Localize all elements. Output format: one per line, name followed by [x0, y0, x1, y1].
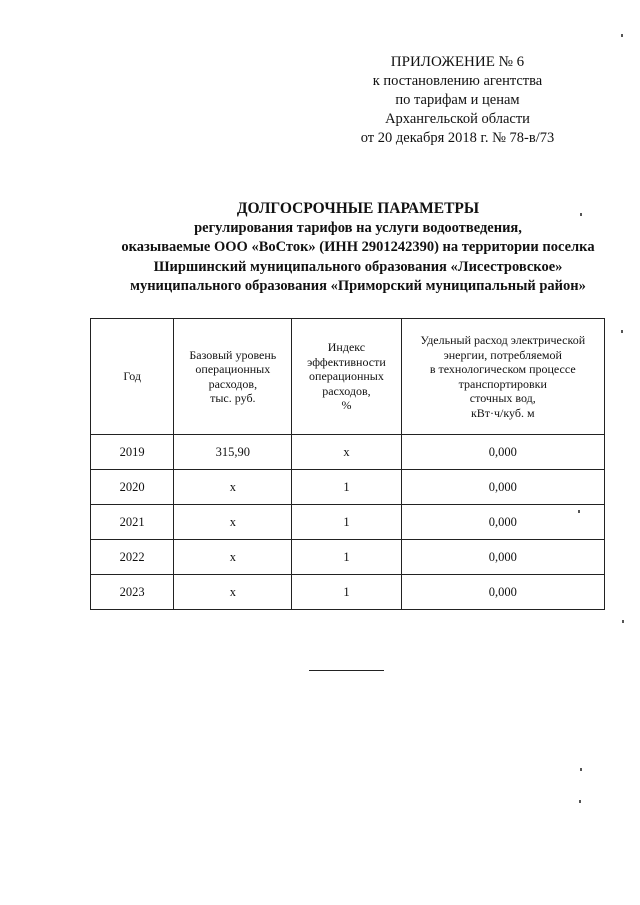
scan-speck [578, 510, 580, 513]
appendix-header [340, 53, 575, 148]
cell-efficiency-index: 1 [292, 575, 401, 610]
scan-speck [621, 330, 623, 333]
scan-speck [621, 34, 623, 37]
cell-base-level: х [174, 470, 292, 505]
table-row [91, 505, 605, 540]
title-line: муниципального образования «Приморский муниципальный район» [130, 278, 586, 294]
cell-base-level: 315,90 [174, 435, 292, 470]
closing-rule [309, 670, 384, 671]
scan-speck [579, 800, 581, 803]
appendix-title: ПРИЛОЖЕНИЕ № 6 [390, 54, 525, 70]
title-line: Ширшинский муниципального образования «Лисестровское» [153, 258, 563, 275]
cell-base-level: х [174, 575, 292, 610]
table-row [91, 470, 605, 505]
appendix-date-line: от 20 декабря 2018 г. № 78-в/73 [360, 130, 555, 146]
table-row [91, 435, 605, 470]
cell-base-level: х [174, 505, 292, 540]
cell-energy: 0,000 [401, 505, 604, 540]
cell-base-level: х [174, 540, 292, 575]
appendix-line: Архангельской области [385, 111, 530, 127]
cell-efficiency-index: х [292, 435, 401, 470]
scan-speck [622, 620, 624, 623]
header-year: Год [91, 319, 174, 435]
cell-energy: 0,000 [401, 540, 604, 575]
title-line: регулирования тарифов на услуги водоотведения, [194, 219, 522, 236]
table-row [91, 540, 605, 575]
cell-year: 2019 [91, 435, 174, 470]
cell-energy: 0,000 [401, 435, 604, 470]
appendix-line: по тарифам и ценам [395, 92, 520, 108]
cell-efficiency-index: 1 [292, 470, 401, 505]
appendix-line: к постановлению агентства [372, 73, 543, 89]
title-main: ДОЛГОСРОЧНЫЕ ПАРАМЕТРЫ [236, 200, 480, 217]
table-row [91, 575, 605, 610]
parameters-table [90, 318, 605, 610]
cell-year: 2023 [91, 575, 174, 610]
document-title [60, 199, 640, 297]
scan-speck [580, 768, 582, 771]
cell-efficiency-index: 1 [292, 505, 401, 540]
header-energy-consumption: Удельный расход электрической энергии, потребляемой в технологическом процессе транспортировки сточных вод, кВт·ч/куб. м [401, 319, 604, 435]
header-base-level: Базовый уровень операционных расходов, тыс. руб. [174, 319, 292, 435]
cell-year: 2022 [91, 540, 174, 575]
scan-speck [580, 213, 582, 216]
cell-energy: 0,000 [401, 575, 604, 610]
cell-year: 2020 [91, 470, 174, 505]
table-header-row [91, 319, 605, 435]
cell-energy: 0,000 [401, 470, 604, 505]
title-line: оказываемые ООО «ВоСток» (ИНН 2901242390) на территории поселка [121, 239, 595, 255]
header-efficiency-index: Индекс эффективности операционных расходов, % [292, 319, 401, 435]
cell-efficiency-index: 1 [292, 540, 401, 575]
cell-year: 2021 [91, 505, 174, 540]
